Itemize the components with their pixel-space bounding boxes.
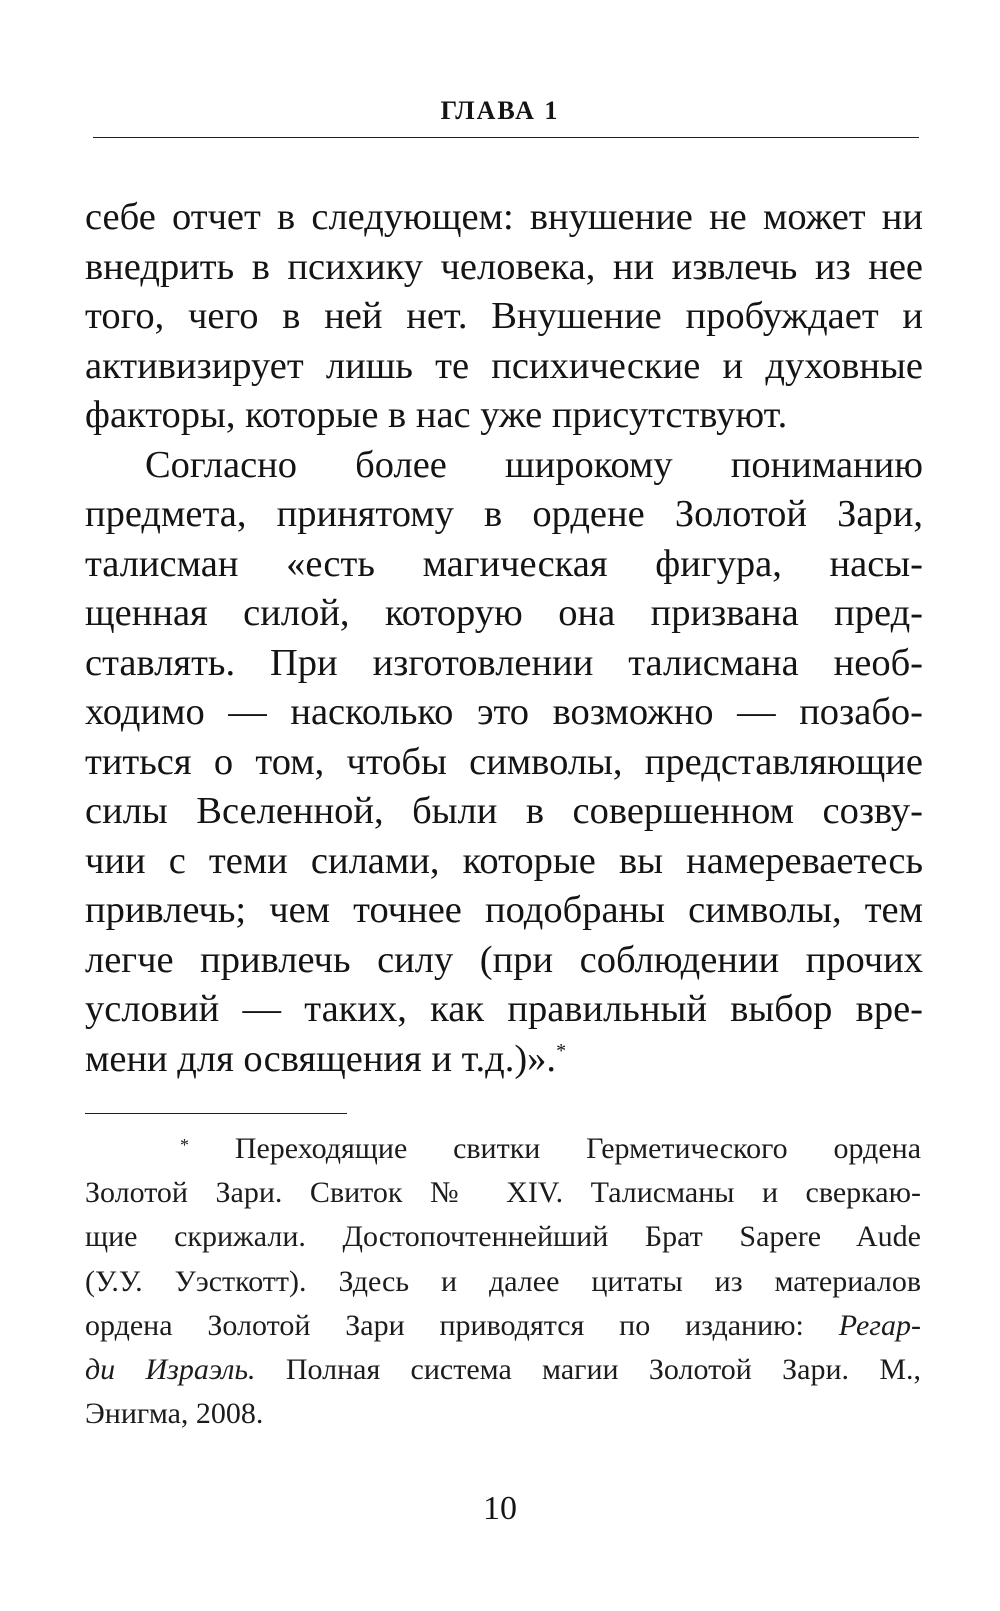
- text-line: того, чего в ней нет. Внушение пробуждает и: [85, 295, 923, 337]
- text-line: условий — таких, как правильный выбор вре-: [85, 988, 923, 1030]
- footnote-line: [85, 1348, 921, 1392]
- text-line: привлечь; чем точнее подобраны символы, тем: [85, 889, 923, 931]
- text-line: внедрить в психику человека, ни извлечь из нее: [85, 245, 923, 288]
- footnote-author: Регар-: [838, 1308, 922, 1342]
- footnote-line: (У.У. Уэсткотт). Здесь и далее цитаты из материалов: [85, 1264, 921, 1298]
- text-line: активизирует лишь те психические и духовные: [85, 344, 923, 387]
- text-line: легче привлечь силу (при соблюдении прочих: [85, 938, 923, 981]
- text-line: факторы, которые в нас уже присутствуют.: [85, 394, 788, 436]
- text-line: титься о том, чтобы символы, представляющие: [85, 740, 923, 783]
- footnote-line: щие скрижали. Достопочтеннейший Брат Sapere Aude: [85, 1220, 921, 1254]
- text-line: себе отчет в следующем: внушение не может ни: [85, 196, 923, 238]
- footnote-text: ордена Золотой Зари приводятся по изданию:: [85, 1308, 804, 1342]
- text-line: талисман «есть магическая фигура, насы-: [85, 542, 923, 585]
- main-text: [85, 193, 923, 1084]
- footnote-text: Переходящие свитки Герметического ордена: [234, 1132, 922, 1165]
- chapter-heading: ГЛАВА 1: [440, 96, 560, 125]
- footnote-marker: *: [180, 1135, 189, 1155]
- footnote-author: ди Израэль.: [85, 1353, 256, 1387]
- text-line: чии с теми силами, которые вы намереваетесь: [85, 839, 923, 882]
- text-line: щенная силой, которую она призвана пред-: [85, 592, 923, 634]
- footnote-reference: *: [556, 1039, 567, 1062]
- text-line: силы Вселенной, были в совершенном созву-: [85, 790, 923, 832]
- page-number: 10: [483, 1490, 517, 1527]
- footnote-line: Золотой Зари. Свиток № XIV. Талисманы и сверкаю-: [85, 1176, 921, 1210]
- footnote-line: Энигма, 2008.: [85, 1397, 264, 1431]
- last-line-text: мени для освящения и т.д.)».: [85, 1037, 557, 1080]
- footnote: [85, 1127, 921, 1436]
- footnote-text: Полная система магии Золотой Зари. М.,: [285, 1353, 921, 1387]
- header-rule: [93, 137, 919, 138]
- footnote-line: [85, 1127, 921, 1171]
- text-line-last: [85, 1035, 923, 1085]
- text-line: ходимо — насколько это возможно — позабо-: [85, 691, 923, 733]
- footnote-line: [85, 1304, 921, 1348]
- text-line: предмета, принятому в ордене Золотой Зари,: [85, 493, 923, 535]
- footnote-rule: [85, 1113, 347, 1114]
- text-line: ставлять. При изготовлении талисмана необ-: [85, 641, 923, 684]
- paragraph-first-line: Согласно более широкому пониманию: [145, 443, 923, 486]
